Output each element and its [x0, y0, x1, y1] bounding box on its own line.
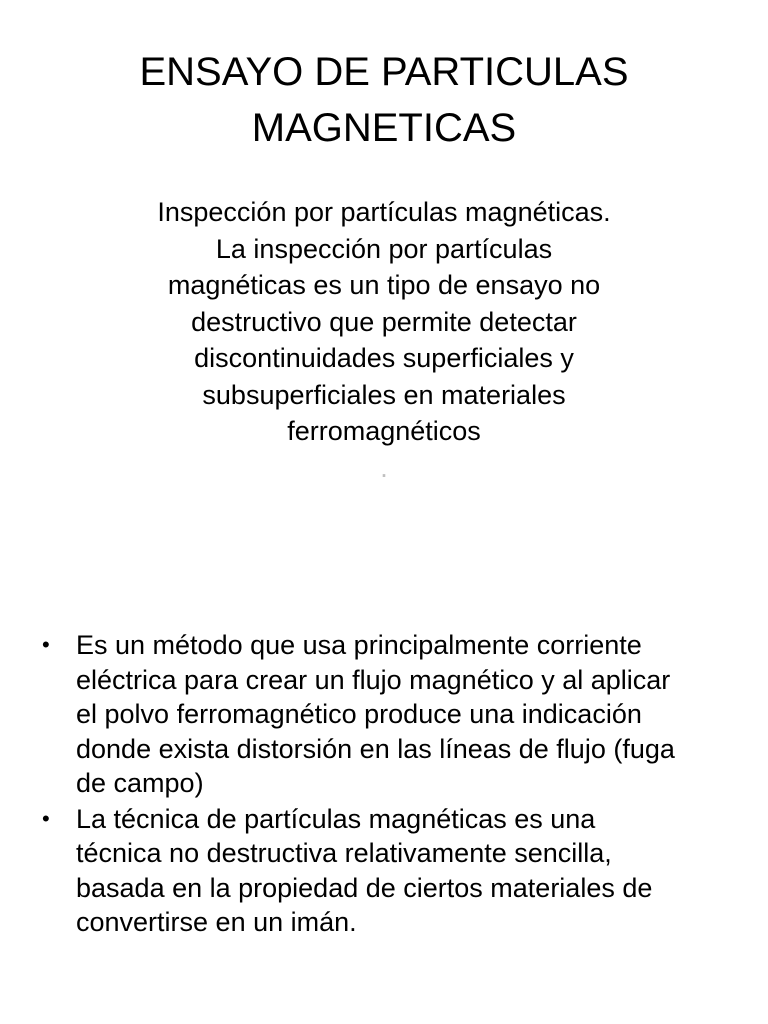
bullet-line: donde exista distorsión en las líneas de flujo (fuga [76, 733, 675, 764]
slide-title-line: ENSAYO DE PARTICULAS [139, 50, 629, 94]
subtitle-line: magnéticas es un tipo de ensayo no [167, 270, 601, 300]
slide-title [60, 44, 708, 156]
bullet-line: basada en la propiedad de ciertos materiales de [76, 872, 653, 903]
subtitle-end-mark: . [380, 452, 388, 483]
bullet-line: convertirse en un imán. [76, 907, 357, 937]
bullet-symbol: • [42, 805, 50, 831]
bullet-line: La técnica de partículas magnéticas es una [76, 803, 596, 834]
bullet-symbol: • [42, 632, 50, 657]
subtitle-line: ferromagnéticos [287, 416, 481, 446]
bullet-line: eléctrica para crear un flujo magnético y al aplicar [76, 664, 671, 695]
subtitle-line: destructivo que permite detectar [191, 306, 577, 337]
subtitle-line: La inspección por partículas [215, 233, 553, 264]
bullet-item [38, 802, 738, 940]
bullet-line: Es un método que usa principalmente corriente [76, 630, 642, 660]
subtitle-line: subsuperficiales en materiales [202, 379, 566, 410]
subtitle-last-line [100, 413, 668, 486]
slide-title-line: MAGNETICAS [251, 106, 517, 150]
bullet-line: de campo) [76, 768, 204, 798]
bullet-line: técnica no destructiva relativamente sencilla, [76, 838, 612, 868]
bullet-line: el polvo ferromagnético produce una indicación [76, 699, 642, 729]
bullet-item [38, 628, 738, 801]
subtitle-line: discontinuidades superficiales y [194, 343, 574, 373]
bullet-list [38, 628, 738, 941]
slide-subtitle [100, 194, 668, 486]
subtitle-line: Inspección por partículas magnéticas. [157, 197, 611, 227]
